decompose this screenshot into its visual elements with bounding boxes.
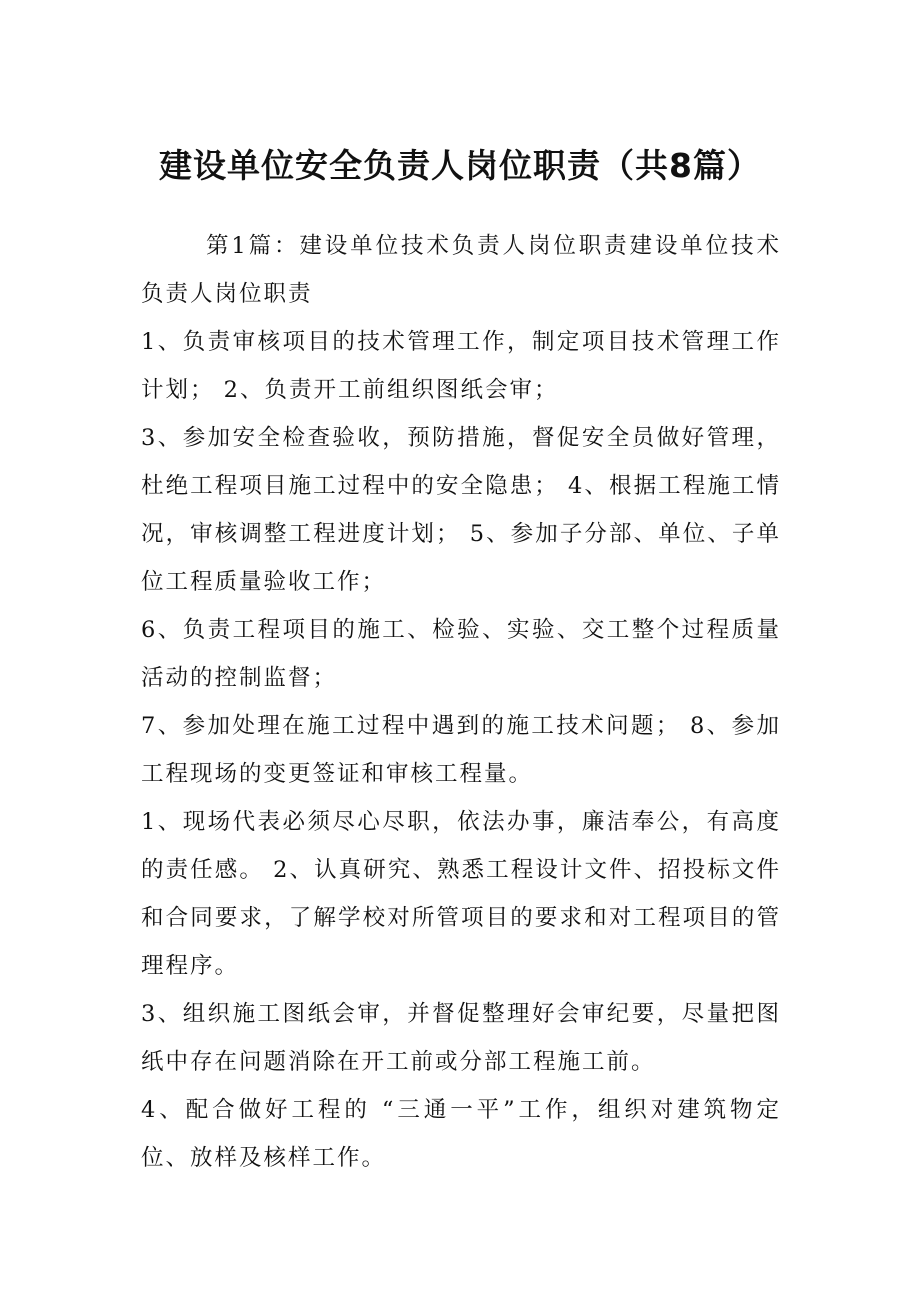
paragraph: 3、参加安全检查验收，预防措施，督促安全员做好管理，杜绝工程项目施工过程中的安全隐患； 4、根据工程施工情况，审核调整工程进度计划； 5、参加子分部、单位、子单位工程质量验收工作； [141,425,781,595]
paragraph: 1、现场代表必须尽心尽职，依法办事，廉洁奉公，有高度的责任感。 2、认真研究、熟悉工程设计文件、招投标文件和合同要求，了解学校对所管项目的要求和对工程项目的管理程序。 [141,809,781,979]
paragraph: 3、组织施工图纸会审，并督促整理好会审纪要，尽量把图纸中存在问题消除在开工前或分部工程施工前。 [141,1001,781,1075]
paragraph: 1、负责审核项目的技术管理工作，制定项目技术管理工作计划； 2、负责开工前组织图纸会审； [141,329,781,403]
document-title: 建设单位安全负责人岗位职责（共8篇） [159,146,761,185]
paragraph-intro: 第1篇：建设单位技术负责人岗位职责建设单位技术负责人岗位职责 [141,233,781,307]
paragraph: 6、负责工程项目的施工、检验、实验、交工整个过程质量活动的控制监督； [141,617,781,691]
paragraph: 7、参加处理在施工过程中遇到的施工技术问题； 8、参加工程现场的变更签证和审核工程量。 [141,713,781,787]
document-body [141,222,781,1182]
paragraph: 4、配合做好工程的 “三通一平”工作，组织对建筑物定位、放样及核样工作。 [141,1097,781,1171]
